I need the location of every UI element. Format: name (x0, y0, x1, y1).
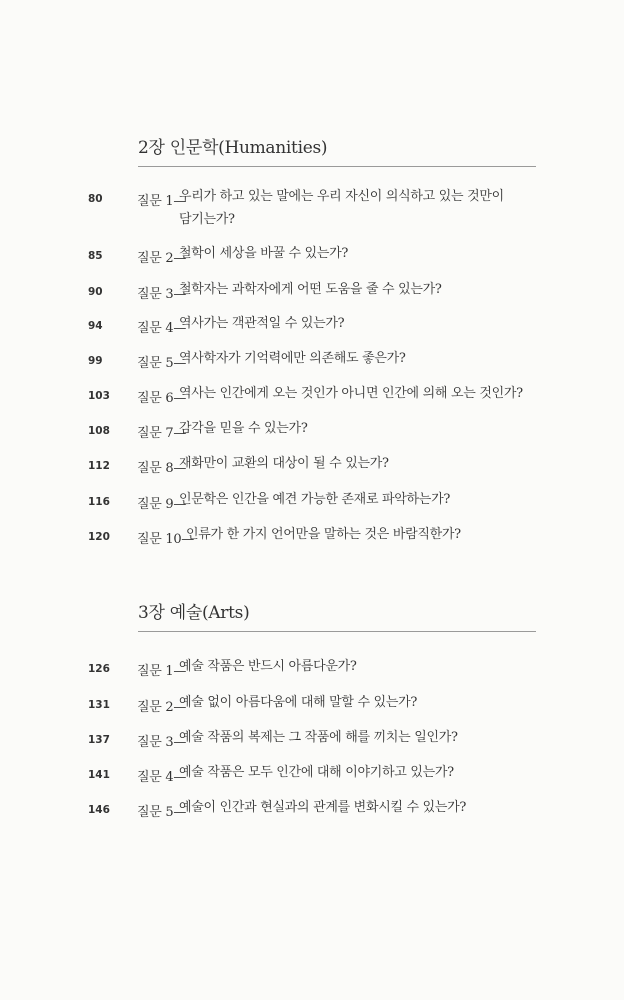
question-text (179, 488, 539, 511)
question-text-line: 역사학자가 기억력에만 의존해도 좋은가? (179, 351, 406, 366)
question-text (179, 761, 539, 784)
page-number: 99 (88, 355, 103, 367)
question-text (179, 382, 539, 405)
question-label: 질문 7— (137, 426, 187, 441)
page-number: 90 (88, 286, 103, 298)
page-number: 146 (88, 804, 110, 816)
question-text-line: 인문학은 인간을 예견 가능한 존재로 파악하는가? (179, 492, 450, 507)
chapter-title: 3장 예술(Arts) (138, 598, 536, 632)
question-text-line: 담기는가? (179, 212, 235, 227)
chapter-heading (138, 598, 536, 632)
question-text-line: 재화만이 교환의 대상이 될 수 있는가? (179, 456, 389, 471)
page-number: 112 (88, 460, 110, 472)
page-number: 141 (88, 769, 110, 781)
question-text-line: 우리가 하고 있는 말에는 우리 자신이 의식하고 있는 것만이 (179, 189, 504, 204)
question-text-line: 예술 작품은 반드시 아름다운가? (179, 659, 357, 674)
question-text (179, 347, 539, 370)
question-text (179, 242, 539, 265)
question-text (179, 417, 539, 440)
chapter-title: 2장 인문학(Humanities) (138, 133, 536, 167)
question-label: 질문 2— (137, 251, 187, 266)
question-label: 질문 3— (137, 287, 187, 302)
question-text-line: 감각을 믿을 수 있는가? (179, 421, 308, 436)
page-number: 131 (88, 699, 110, 711)
question-label: 질문 5— (137, 356, 187, 371)
question-text-line: 인류가 한 가지 언어만을 말하는 것은 바람직한가? (186, 527, 461, 542)
question-text (179, 726, 539, 749)
question-label: 질문 10— (137, 532, 194, 547)
question-label: 질문 6— (137, 391, 187, 406)
page-number: 85 (88, 250, 103, 262)
question-text-line: 예술 없이 아름다움에 대해 말할 수 있는가? (179, 695, 418, 710)
question-label: 질문 1— (137, 194, 187, 209)
question-text-line: 예술 작품은 모두 인간에 대해 이야기하고 있는가? (179, 765, 454, 780)
question-label: 질문 5— (137, 805, 187, 820)
question-text (179, 312, 539, 335)
page-number: 80 (88, 193, 103, 205)
question-text (179, 185, 539, 231)
question-label: 질문 1— (137, 664, 187, 679)
question-text (186, 523, 546, 546)
page-number: 137 (88, 734, 110, 746)
question-label: 질문 4— (137, 770, 187, 785)
question-text (179, 796, 539, 819)
question-text (179, 691, 539, 714)
question-text-line: 역사가는 객관적일 수 있는가? (179, 316, 345, 331)
question-text (179, 452, 539, 475)
chapter-heading (138, 133, 536, 167)
question-text-line: 예술이 인간과 현실과의 관계를 변화시킬 수 있는가? (179, 800, 467, 815)
page-number: 94 (88, 320, 103, 332)
question-text-line: 역사는 인간에게 오는 것인가 아니면 인간에 의해 오는 것인가? (179, 386, 523, 401)
question-label: 질문 2— (137, 700, 187, 715)
question-text-line: 철학이 세상을 바꿀 수 있는가? (179, 246, 349, 261)
question-text (179, 278, 539, 301)
question-label: 질문 8— (137, 461, 187, 476)
question-text-line: 철학자는 과학자에게 어떤 도움을 줄 수 있는가? (179, 282, 442, 297)
question-text (179, 655, 539, 678)
page-number: 120 (88, 531, 110, 543)
question-label: 질문 9— (137, 497, 187, 512)
page-number: 103 (88, 390, 110, 402)
question-text-line: 예술 작품의 복제는 그 작품에 해를 끼치는 일인가? (179, 730, 458, 745)
page-number: 116 (88, 496, 110, 508)
page-number: 126 (88, 663, 110, 675)
page-number: 108 (88, 425, 110, 437)
question-label: 질문 3— (137, 735, 187, 750)
question-label: 질문 4— (137, 321, 187, 336)
